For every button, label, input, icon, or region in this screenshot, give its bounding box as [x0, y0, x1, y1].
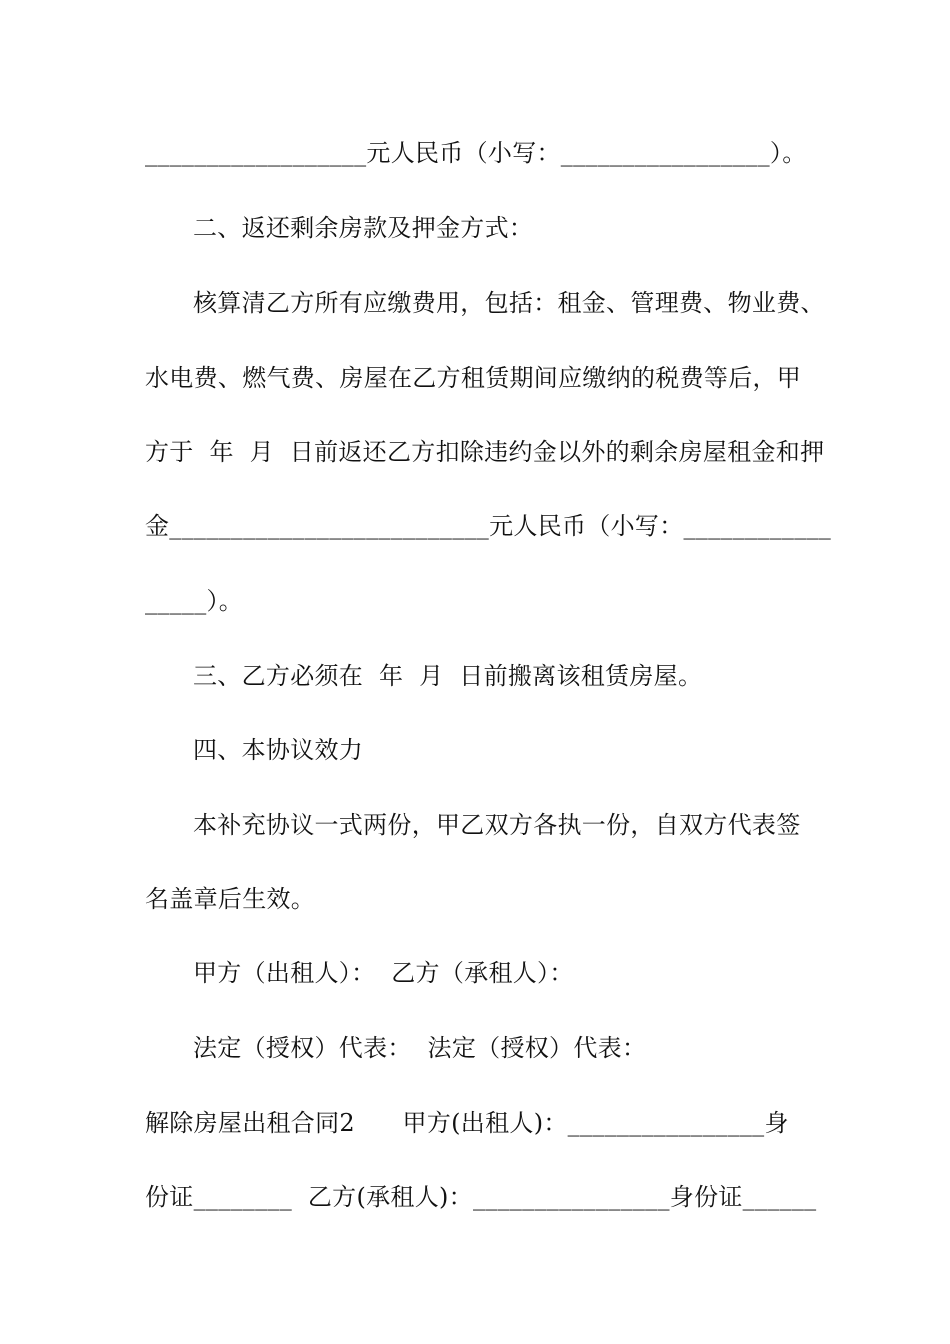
paragraph-line: 水电费、燃气费、房屋在乙方租赁期间应缴纳的税费等后，甲: [145, 364, 802, 392]
paragraph-line: 名盖章后生效。: [145, 885, 316, 913]
id-card-line: 份证________ 乙方(承租人)：________________身份证______: [145, 1183, 817, 1211]
contract-title-line: 解除房屋出租合同2 甲方(出租人)：________________身: [145, 1109, 789, 1137]
section-heading: 四、本协议效力: [193, 736, 364, 764]
signature-line: 法定（授权）代表： 法定（授权）代表：: [193, 1034, 647, 1062]
section-heading: 三、乙方必须在 年 月 日前搬离该租赁房屋。: [193, 662, 703, 690]
paragraph-line: 本补充协议一式两份，甲乙双方各执一份，自双方代表签: [193, 811, 801, 839]
text-line: __________________元人民币（小写：_________________）。: [145, 139, 807, 167]
section-heading: 二、返还剩余房款及押金方式：: [193, 214, 534, 242]
paragraph-line: 核算清乙方所有应缴费用，包括：租金、管理费、物业费、: [193, 289, 825, 317]
signature-line: 甲方（出租人）： 乙方（承租人）：: [193, 959, 574, 987]
paragraph-line: 方于 年 月 日前返还乙方扣除违约金以外的剩余房屋租金和押: [145, 438, 825, 466]
paragraph-line: 金__________________________元人民币（小写：____________: [145, 512, 832, 540]
paragraph-line: _____）。: [145, 587, 244, 615]
